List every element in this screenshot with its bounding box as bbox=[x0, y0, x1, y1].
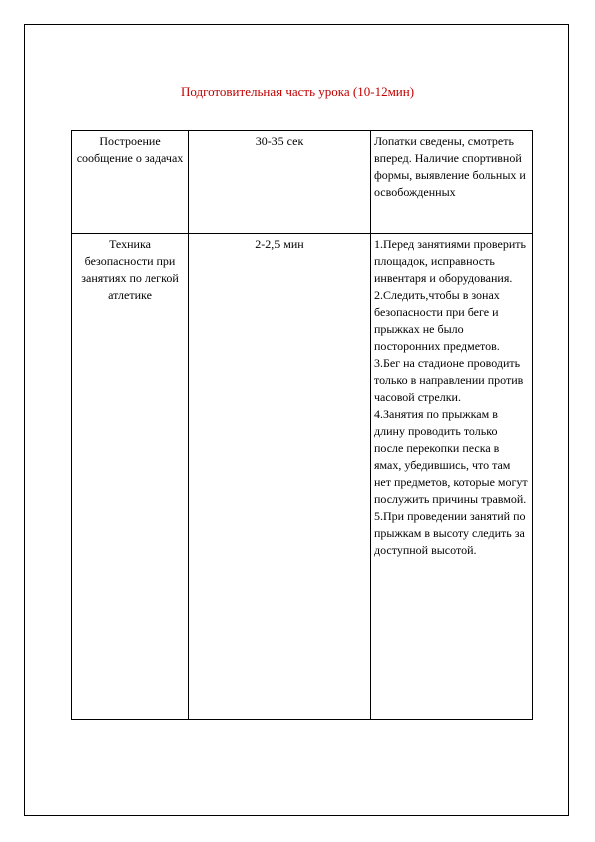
notes-cell bbox=[371, 131, 533, 234]
notes-cell bbox=[371, 234, 533, 720]
duration-cell: 30-35 сек bbox=[189, 131, 371, 234]
note-line: Лопатки сведены, смотреть вперед. Наличие спортивной формы, выявление больных и освобожденных bbox=[374, 134, 526, 199]
table-row bbox=[72, 131, 533, 234]
note-line: 3.Бег на стадионе проводить только в направлении против часовой стрелки. bbox=[374, 356, 524, 404]
note-line: 2.Следить,чтобы в зонах безопасности при беге и прыжках не было посторонних предметов. bbox=[374, 288, 500, 353]
table-row bbox=[72, 234, 533, 720]
lesson-plan-table bbox=[71, 130, 533, 720]
note-line: 5.При проведении занятий по прыжкам в высоту следить за доступной высотой. bbox=[374, 509, 526, 557]
section-title: Подготовительная часть урока (10-12мин) bbox=[180, 84, 415, 99]
part-cell: Техника безопасности при занятиях по легкой атлетике bbox=[72, 234, 189, 720]
part-cell: Построение сообщение о задачах bbox=[72, 131, 189, 234]
note-line: 1.Перед занятиями проверить площадок, исправность инвентаря и оборудования. bbox=[374, 237, 526, 285]
note-line: 4.Занятия по прыжкам в длину проводить только после перекопки песка в ямах, убедившись, что там нет предметов, которые могут послужить причины травмой. bbox=[374, 407, 528, 506]
duration-cell: 2-2,5 мин bbox=[189, 234, 371, 720]
